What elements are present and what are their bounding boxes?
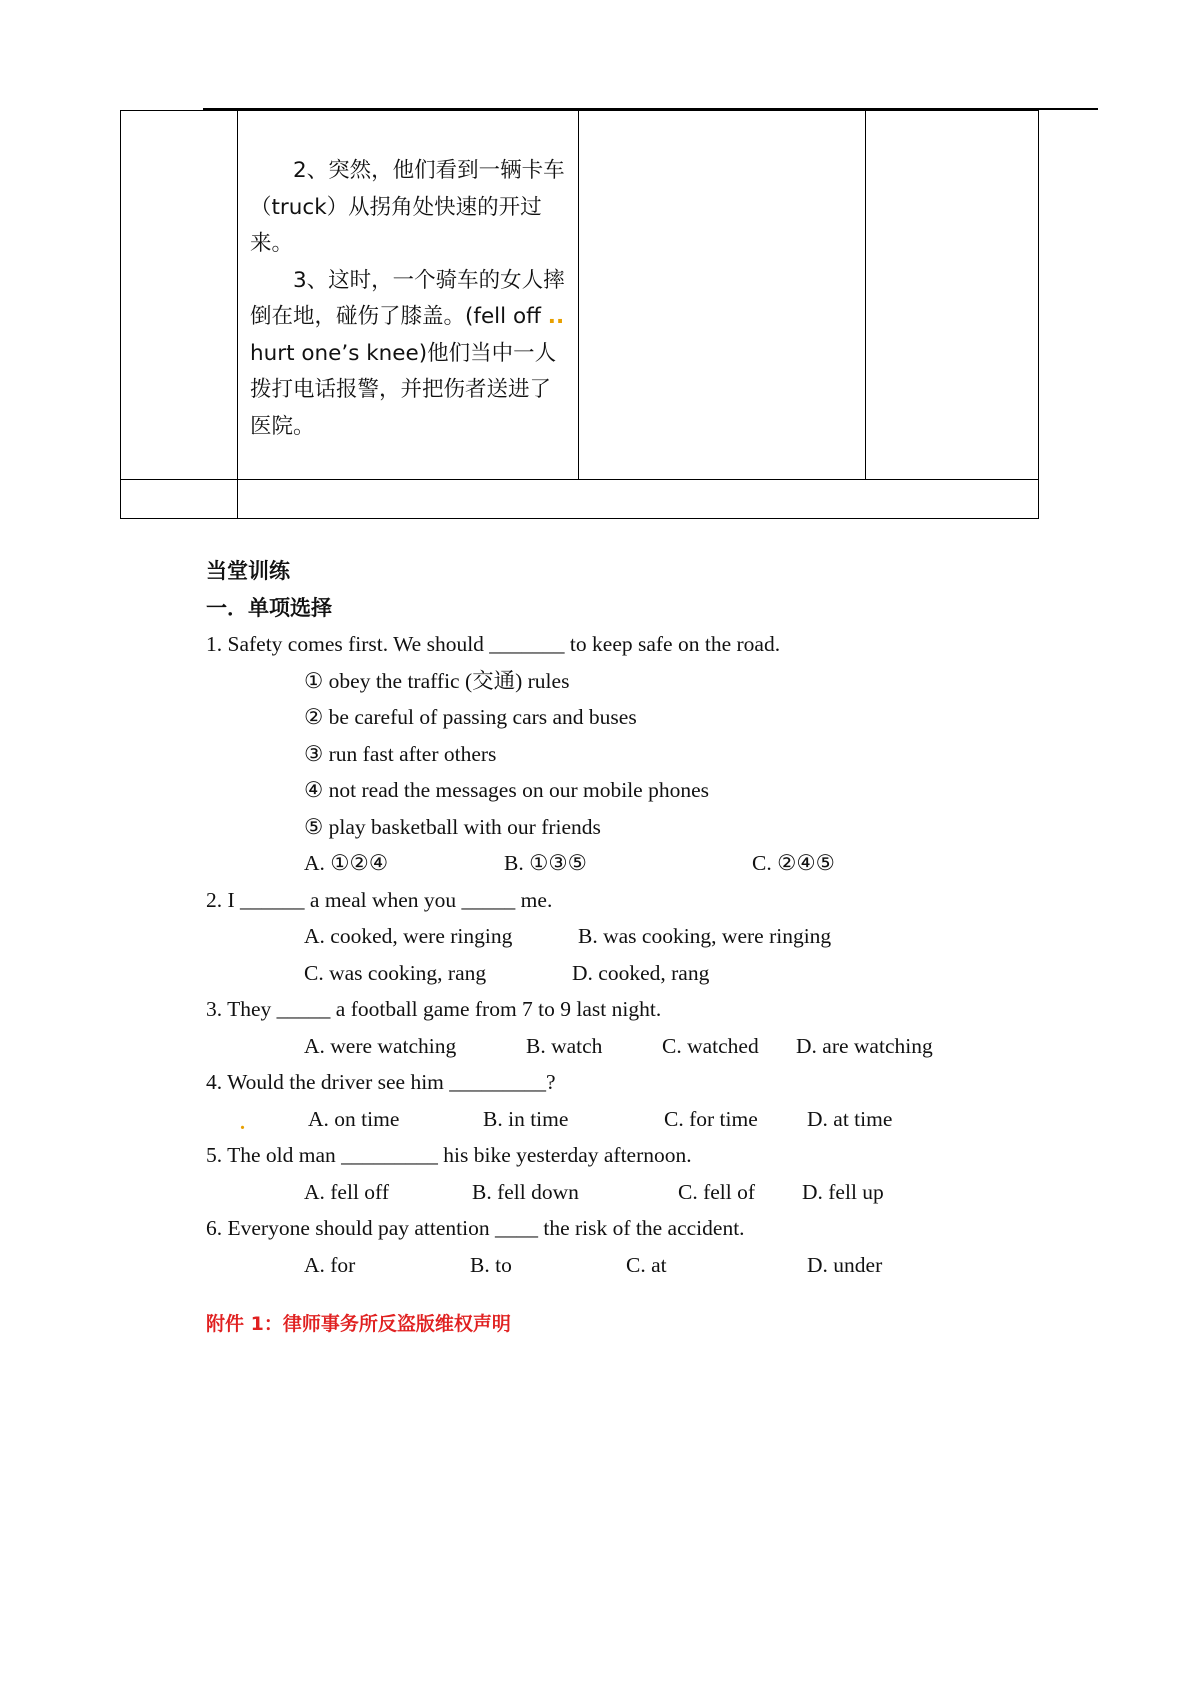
choice: A. for — [304, 1252, 356, 1277]
question-5-choices — [206, 1174, 1156, 1211]
choice: B. was cooking, were ringing — [578, 924, 832, 948]
step-3-text — [250, 263, 568, 446]
table-cell-empty — [579, 111, 866, 480]
table-row — [121, 480, 1039, 519]
question-2-choices — [206, 918, 1156, 955]
question-4-stem: 4. Would the driver see him _________? — [206, 1070, 556, 1094]
question-1-stem: 1. Safety comes first. We should _______ to keep safe on the road. — [206, 632, 781, 656]
question-3-stem: 3. They _____ a football game from 7 to 9 last night. — [206, 997, 662, 1021]
choice: A. cooked, were ringing — [304, 924, 513, 948]
step-3-after: hurt one’s knee)他们当中一人拨打电话报警，并把伤者送进了医院。 — [250, 340, 557, 439]
choice: B. to — [470, 1252, 512, 1277]
question-4-choices — [206, 1101, 1156, 1138]
question-6-stem: 6. Everyone should pay attention ____ the risk of the accident. — [206, 1216, 745, 1240]
question-2-choices — [206, 955, 1156, 992]
choice: C. ②④⑤ — [752, 851, 835, 875]
choice: B. in time — [483, 1106, 569, 1131]
table-cell-empty — [866, 111, 1039, 480]
choice: A. ①②④ — [304, 851, 389, 875]
step-2-text: 2、突然，他们看到一辆卡车（truck）从拐角处快速的开过来。 — [250, 158, 565, 256]
choice: B. watch — [526, 1033, 603, 1058]
table-cell-content — [238, 111, 579, 480]
section-subtitle: 一．单项选择 — [206, 595, 332, 620]
choice: B. fell down — [472, 1179, 579, 1204]
choice: D. at time — [807, 1106, 893, 1131]
question-1-choices — [206, 845, 1156, 882]
choice: C. was cooking, rang — [304, 960, 487, 985]
choice: D. cooked, rang — [572, 960, 710, 985]
section-title: 当堂训练 — [206, 559, 290, 583]
choice: D. fell up — [802, 1179, 884, 1204]
question-1-item: ⑤ play basketball with our friends — [304, 814, 601, 839]
question-1-item: ③ run fast after others — [304, 741, 497, 766]
choice: D. are watching — [796, 1033, 933, 1058]
choice: C. at — [626, 1252, 667, 1277]
question-1-item: ① obey the traffic (交通) rules — [304, 668, 570, 693]
step-3-dots: .. — [547, 304, 565, 329]
dot-mark: . — [240, 1111, 245, 1134]
question-6-choices — [206, 1247, 1156, 1284]
appendix-link-text: 附件 1：律师事务所反盗版维权声明 — [206, 1313, 511, 1335]
choice: D. under — [807, 1252, 883, 1277]
step-3-before: 3、这时，一个骑车的女人摔倒在地，碰伤了膝盖。(fell off — [250, 267, 565, 329]
choice: B. ①③⑤ — [504, 851, 587, 875]
table-cell-label — [121, 111, 238, 480]
question-1-item: ② be careful of passing cars and buses — [304, 705, 637, 729]
lesson-table — [120, 110, 1039, 519]
choice: A. on time — [308, 1106, 400, 1131]
question-1-item: ④ not read the messages on our mobile phones — [304, 778, 709, 802]
choice: C. watched — [662, 1033, 759, 1058]
choice: C. for time — [664, 1106, 758, 1131]
question-2-stem: 2. I ______ a meal when you _____ me. — [206, 887, 553, 912]
table-row — [121, 111, 1039, 480]
exercise-section — [206, 553, 1156, 1283]
choice: C. fell of — [678, 1179, 756, 1204]
choice: A. were watching — [304, 1033, 457, 1058]
question-5-stem: 5. The old man _________ his bike yesterday afternoon. — [206, 1143, 692, 1167]
choice: A. fell off — [304, 1179, 389, 1204]
question-3-choices — [206, 1028, 1156, 1065]
table-cell-empty — [238, 480, 1039, 519]
table-cell-empty — [121, 480, 238, 519]
